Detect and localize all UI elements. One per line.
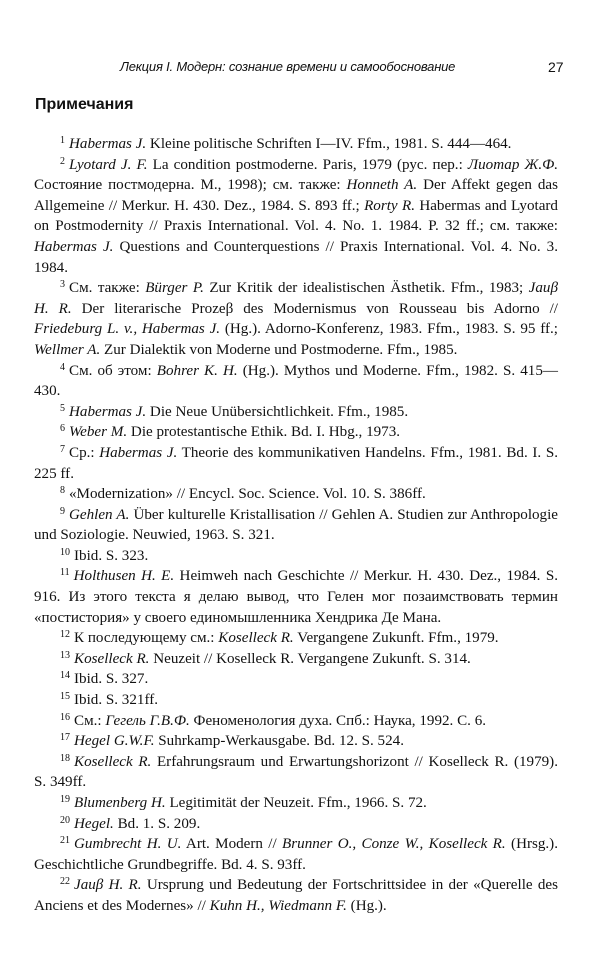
footnote-text: Zur Dialektik von Moderne und Postmoderne. Ffm., 1985. [100, 341, 458, 358]
footnote [34, 402, 558, 423]
footnote-author: Habermas J. [69, 136, 147, 152]
footnote-author: Лиотар Ж.Ф. [467, 156, 559, 173]
footnote-text: Questions and Counterquestions // Praxis International. Vol. 4. No. 3. 1984. [34, 238, 558, 276]
footnote-author: Lyotard J. F. [69, 156, 148, 173]
footnote [34, 875, 558, 916]
footnote [34, 361, 558, 402]
footnote-text: (Hg.). [346, 897, 387, 914]
footnote-text: La condition postmoderne. Paris, 1979 (рус. пер.: [147, 156, 468, 173]
footnote-author: Blumenberg H. [74, 795, 166, 811]
page-number: 27 [548, 59, 564, 75]
footnote-author: Koselleck R. [74, 753, 152, 770]
footnote-text: Habermas and Lyotard on Postmodernity // Praxis International. Vol. 4. No. 1. 1984. P. 32 ff.; см. также: [34, 197, 558, 235]
footnote-number: 10 [60, 546, 70, 558]
footnote-author: Weber M. [69, 424, 128, 441]
footnote [34, 752, 558, 793]
footnote [34, 793, 558, 814]
footnote-number: 18 [60, 752, 70, 764]
footnote-author: Gumbrecht H. U. [74, 836, 182, 853]
footnote-author: Bürger P. [145, 280, 204, 297]
footnote-text: К последующему см.: [74, 630, 219, 647]
footnote-author: Гегель Г.В.Ф. [105, 712, 190, 729]
footnote-text: Legitimität der Neuzeit. Ffm., 1966. S. 72. [165, 795, 427, 811]
footnote-text: (Hrsg.). Geschichtliche Grundbegriffe. Bd. 4. S. 93ff. [34, 836, 558, 873]
footnote-text: «Modernization» // Encycl. Soc. Science. Vol. 10. S. 386ff. [69, 486, 426, 503]
footnote-number: 2 [60, 155, 65, 167]
footnote-number: 7 [60, 443, 65, 455]
notes-list [34, 134, 558, 917]
footnote-number: 3 [60, 279, 65, 291]
section-heading: Примечания [35, 96, 134, 113]
footnote-author: Koselleck R. [74, 650, 150, 667]
footnote-author: Friedeburg L. v., Habermas J. [34, 321, 221, 338]
footnote [34, 566, 558, 628]
footnote-number: 9 [60, 505, 65, 517]
footnote-text: Vergangene Zukunft. Ffm., 1979. [293, 630, 499, 647]
footnote [34, 443, 558, 484]
footnote-text: Феноменология духа. Спб.: Наука, 1992. С. 6. [189, 712, 487, 729]
footnote-text: Ibid. S. 327. [74, 671, 149, 688]
running-title: Лекция I. Модерн: сознание времени и самообоснование [120, 59, 456, 74]
footnote-author: Habermas J. [69, 403, 147, 420]
footnote-number: 16 [60, 711, 70, 723]
footnote-text: Über kulturelle Kristallisation // Gehlen A. Studien zur Anthropologie und Soziologie. Neuwied, 1963. S. 321. [34, 506, 558, 544]
footnote [34, 711, 558, 732]
footnote-author: Gehlen A. [69, 506, 130, 523]
footnote-text: Die protestantische Ethik. Bd. I. Hbg., 1973. [127, 424, 401, 441]
footnote [34, 134, 558, 155]
footnote-number: 14 [60, 670, 70, 682]
footnote-text: (Hg.). Mythos und Moderne. Ffm., 1982. S. 415—430. [34, 362, 558, 400]
footnote [34, 422, 558, 443]
footnote-number: 17 [60, 732, 70, 744]
footnote-text: См. также: [69, 280, 146, 297]
footnote-text: Art. Modern // [181, 836, 283, 853]
footnote-text: Состояние постмодерна. М., 1998); см. также: [34, 177, 347, 194]
footnote-author: Jauβ H. R. [34, 280, 558, 317]
footnote-text: Ursprung und Bedeutung der Fortschrittsidee in der «Querelle des Anciens et des Modernes» // [34, 877, 558, 914]
footnote-text: Ibid. S. 323. [74, 547, 149, 564]
footnote-text: Kleine politische Schriften I—IV. Ffm., 1981. S. 444—464. [146, 136, 512, 152]
footnote-text: Ср.: [69, 444, 100, 461]
footnote [34, 690, 558, 711]
footnote-author: Brunner O., Conze W., Koselleck R. [282, 836, 506, 853]
footnote-author: Honneth A. [346, 177, 418, 194]
footnote-number: 15 [60, 691, 70, 703]
footnote [34, 484, 558, 505]
footnote [34, 628, 558, 649]
footnote-number: 12 [60, 629, 70, 641]
footnote [34, 278, 558, 360]
footnote-author: Jauβ H. R. [74, 877, 142, 894]
footnote-author: Holthusen H. E. [73, 568, 175, 585]
footnote-text: Ibid. S. 321ff. [74, 692, 158, 709]
footnote-number: 1 [60, 135, 65, 146]
footnote-text: Neuzeit // Koselleck R. Vergangene Zukunft. S. 314. [149, 650, 471, 667]
footnote-text: Erfahrungsraum und Erwartungshorizont // Koselleck R. (1979). S. 349ff. [34, 753, 558, 791]
footnote-author: Habermas J. [34, 238, 114, 255]
footnote-text: Bd. 1. S. 209. [113, 815, 201, 832]
footnote-number: 13 [60, 649, 70, 661]
footnote-number: 20 [60, 814, 70, 826]
footnote [34, 731, 558, 752]
footnote-number: 8 [60, 485, 65, 497]
footnote-text: Der Affekt gegen das Allgemeine // Merkur. H. 430. Dez., 1984. S. 893 ff.; [34, 177, 558, 214]
footnote-author: Hegel. [74, 815, 114, 832]
footnote [34, 546, 558, 567]
footnote-author: Habermas J. [99, 444, 178, 461]
footnote-text: Theorie des kommunikativen Handelns. Ffm., 1981. Bd. I. S. 225 ff. [34, 444, 558, 482]
footnote-text: Heimweh nach Geschichte // Merkur. H. 430. Dez., 1984. S. 916. Из этого текста я делаю вывод, что Гелен мог позаимствовать термин «постистория» у своего единомышленника Хендрика Де Мана. [34, 568, 558, 626]
footnote-author: Hegel G.W.F. [74, 733, 155, 750]
footnote-author: Koselleck R. [218, 630, 294, 647]
footnote-number: 22 [60, 876, 70, 888]
footnote-text: (Hg.). Adorno-Konferenz, 1983. Ffm., 1983. S. 95 ff.; [220, 321, 558, 338]
footnote [34, 505, 558, 546]
footnote [34, 669, 558, 690]
footnote-text: См. об этом: [69, 362, 157, 379]
running-header [0, 59, 600, 79]
footnote [34, 155, 558, 279]
footnote-number: 5 [60, 402, 65, 414]
footnote-number: 11 [60, 567, 70, 579]
footnote-text: См.: [74, 712, 106, 729]
footnote [34, 834, 558, 875]
footnote [34, 649, 558, 670]
footnote-author: Bohrer K. H. [156, 362, 238, 379]
footnote-number: 6 [60, 423, 65, 435]
footnote-number: 19 [60, 794, 70, 805]
footnote-text: Zur Kritik der idealistischen Ästhetik. Ffm., 1983; [203, 280, 529, 297]
footnote-number: 21 [60, 835, 70, 847]
footnote-text: Die Neue Unübersichtlichkeit. Ffm., 1985. [146, 403, 409, 420]
footnote-author: Kuhn H., Wiedmann F. [209, 897, 347, 914]
footnote-author: Wellmer A. [34, 341, 101, 358]
footnote-author: Rorty R. [364, 197, 415, 214]
footnote-text: Der literarische Prozeβ des Modernismus von Rousseau bis Adorno // [71, 300, 558, 317]
footnote-number: 4 [60, 361, 65, 373]
footnote-text: Suhrkamp-Werkausgabe. Bd. 12. S. 524. [154, 733, 404, 750]
footnote [34, 814, 558, 835]
